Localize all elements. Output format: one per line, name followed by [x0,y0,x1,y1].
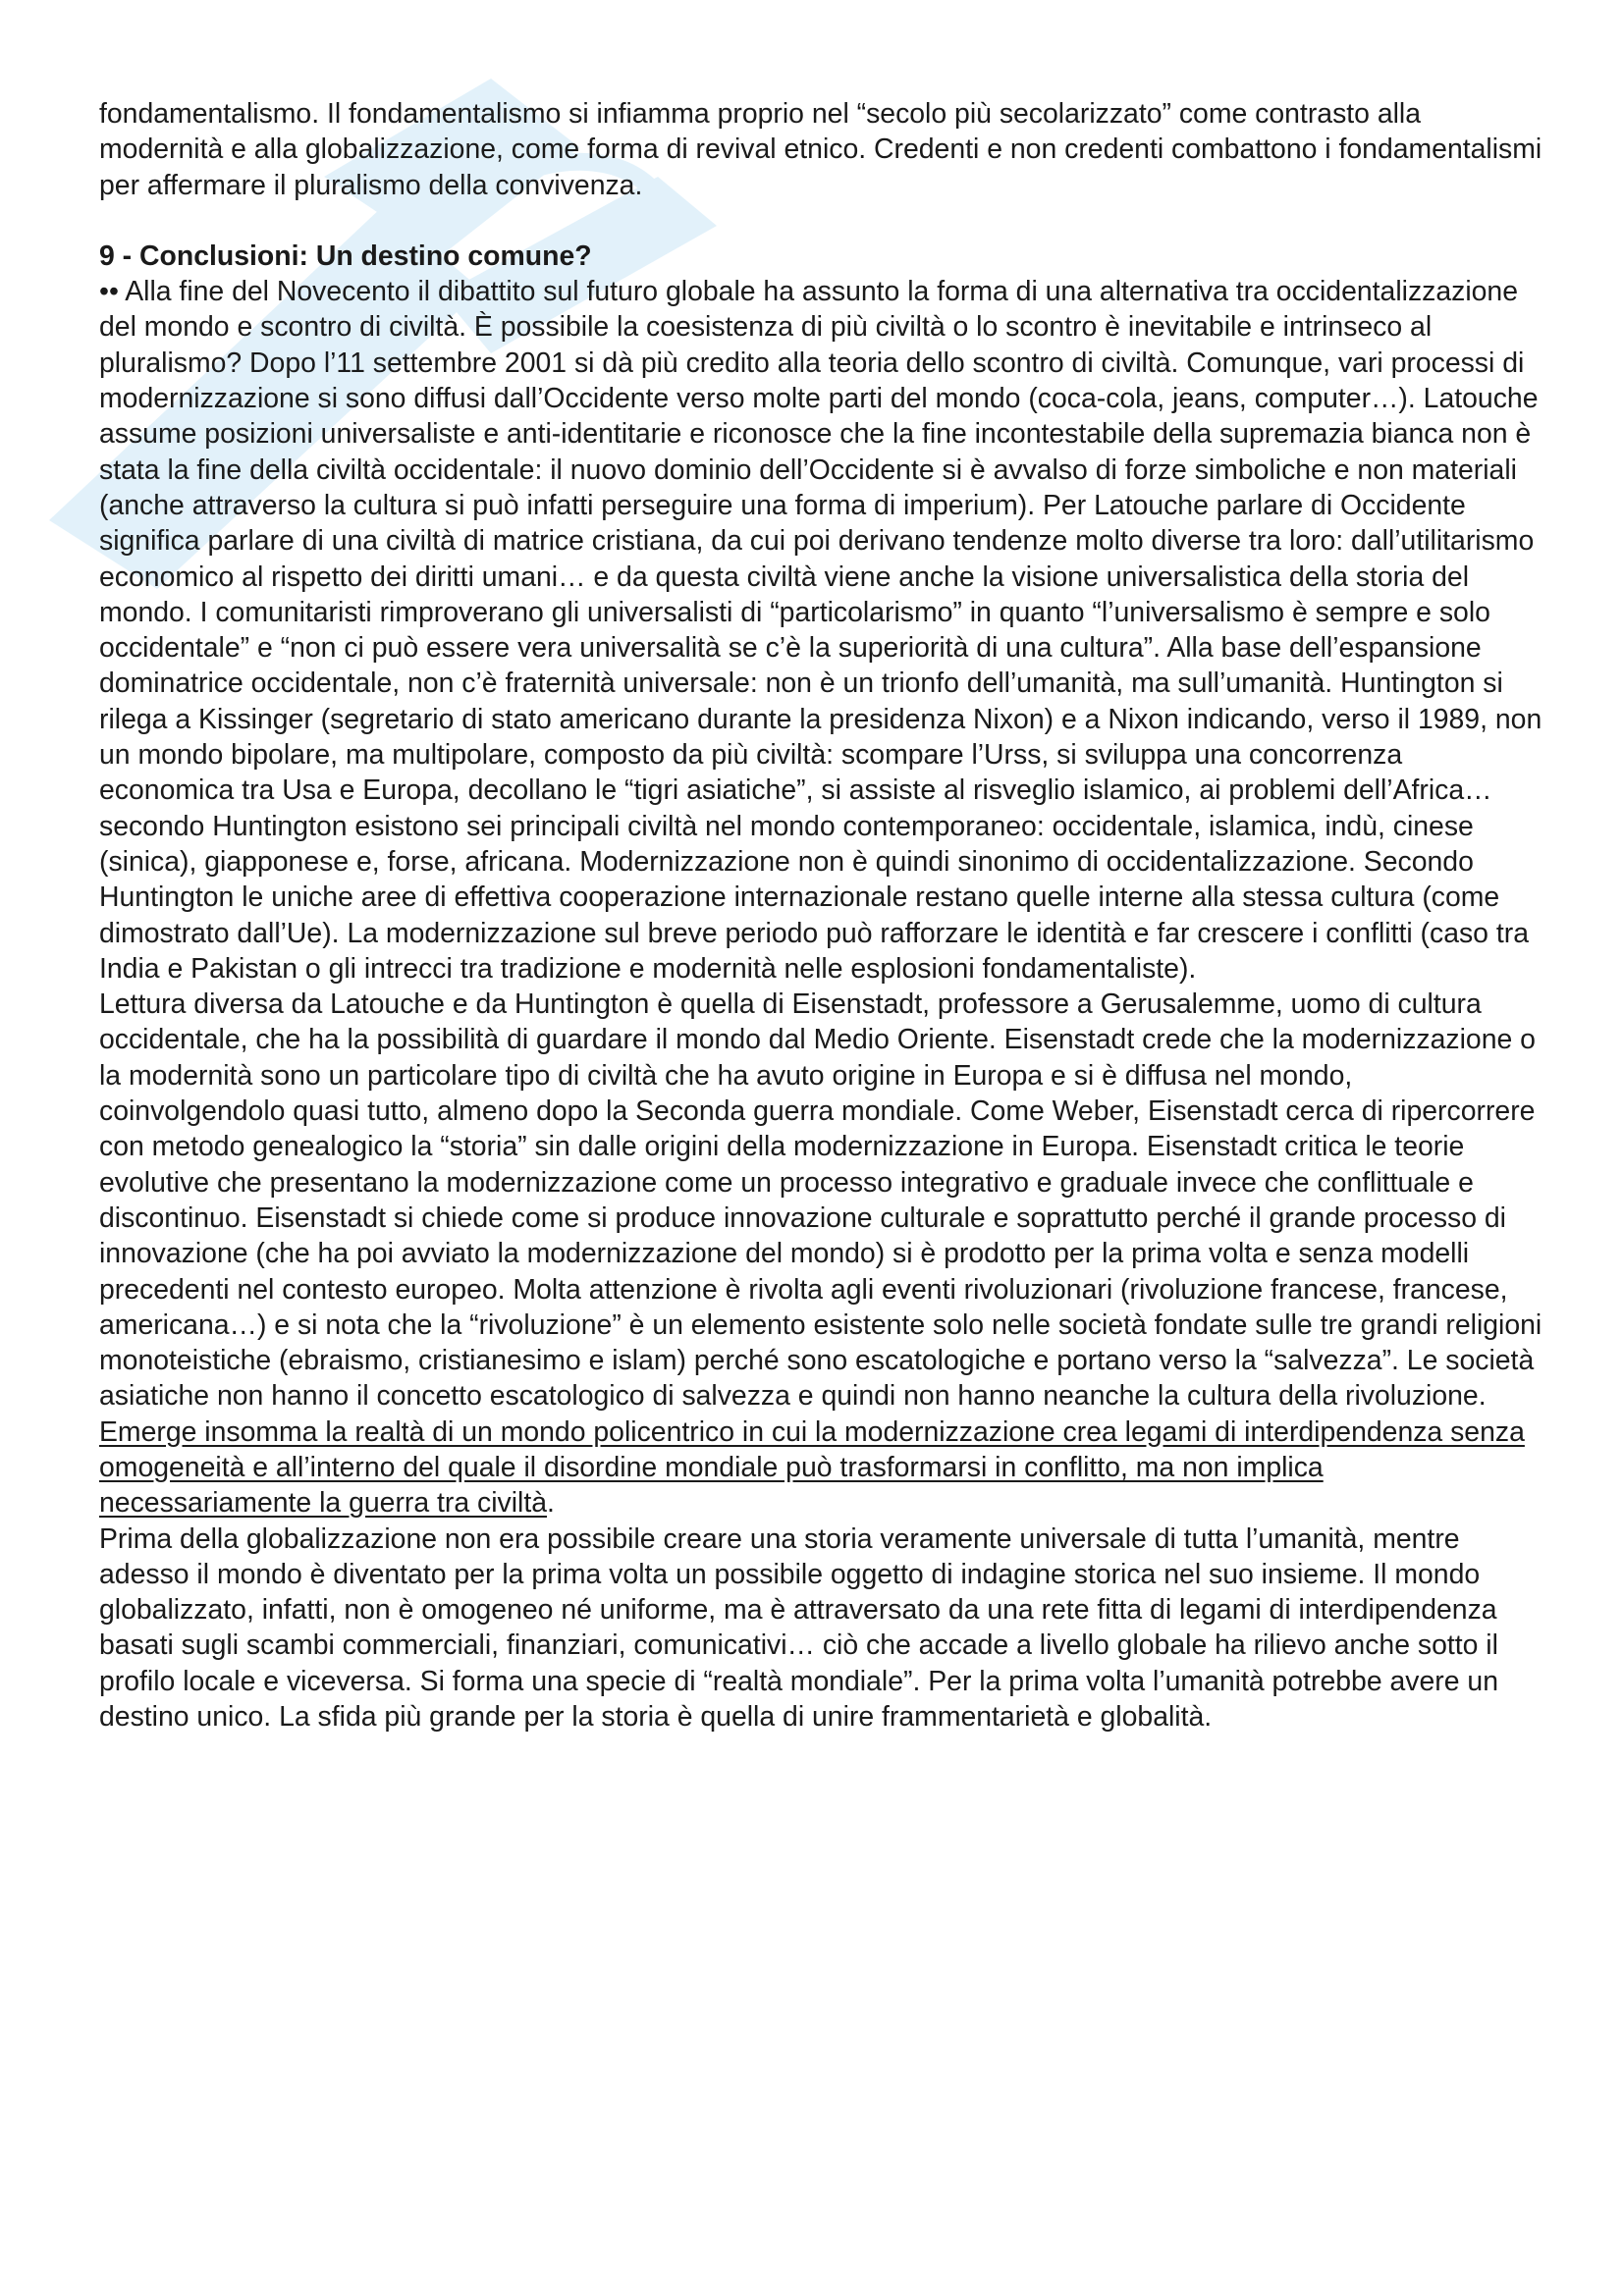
document-body [99,96,1542,1735]
body-paragraph-2: Lettura diversa da Latouche e da Huntington è quella di Eisenstadt, professore a Gerusalemme, uomo di cultura occidentale, che ha la possibilità di guardare il mondo dal Medio Oriente. Eisenstadt crede che la modernizzazione o la modernità sono un particolare tipo di civiltà che ha avuto origine in Europa e si è diffusa nel mondo, coinvolgendolo quasi tutto, almeno dopo la Seconda guerra mondiale. Come Weber, Eisenstadt cerca di ripercorrere con metodo genealogico la “storia” sin dalle origini della modernizzazione in Europa. Eisenstadt critica le teorie evolutive che presentano la modernizzazione come un processo integrativo e graduale invece che conflittuale e discontinuo. Eisenstadt si chiede come si produce innovazione culturale e soprattutto perché il grande processo di innovazione (che ha poi avviato la modernizzazione del mondo) si è prodotto per la prima volta e senza modelli precedenti nel contesto europeo. Molta attenzione è rivolta agli eventi rivoluzionari (rivoluzione francese, francese, americana…) e si nota che la “rivoluzione” è un elemento esistente solo nelle società fondate sulle tre grandi religioni monoteistiche (ebraismo, cristianesimo e islam) perché sono escatologiche e portano verso la “salvezza”. Le società asiatiche non hanno il concetto escatologico di salvezza e quindi non hanno neanche la cultura della rivoluzione. [99,988,1542,1413]
body-paragraph-3: Prima della globalizzazione non era possibile creare una storia veramente universale di tutta l’umanità, mentre adesso il mondo è diventato per la prima volta un possibile oggetto di indagine storica nel suo insieme. Il mondo globalizzato, infatti, non è omogeneo né uniforme, ma è attraversato da una rete fitta di legami di interdipendenza basati sugli scambi commerciali, finanziari, comunicativi… ciò che accade a livello globale ha rilievo anche sotto il profilo locale e viceversa. Si forma una specie di “realtà mondiale”. Per la prima volta l’umanità potrebbe avere un destino unico. La sfida più grande per la storia è quella di unire frammentarietà e globalità. [99,1522,1498,1734]
body-paragraph-1: •• Alla fine del Novecento il dibattito sul futuro globale ha assunto la forma di una alternativa tra occidentalizzazione del mondo e scontro di civiltà. È possibile la coesistenza di più civiltà o lo scontro è inevitabile e intrinseco al pluralismo? Dopo l’11 settembre 2001 si dà più credito alla teoria dello scontro di civiltà. Comunque, vari processi di modernizzazione si sono diffusi dall’Occidente verso molte parti del mondo (coca-cola, jeans, computer…). Latouche assume posizioni universaliste e anti-identitarie e riconosce che la fine incontestabile della supremazia bianca non è stata la fine della civiltà occidentale: il nuovo dominio dell’Occidente si è avvalso di forze simboliche e non materiali (anche attraverso la cultura si può infatti perseguire una forma di imperium). Per Latouche parlare di Occidente significa parlare di una civiltà di matrice cristiana, da cui poi derivano tendenze molto diverse tra loro: dall’utilitarismo economico al rispetto dei diritti umani… e da questa civiltà viene anche la visione universalistica della storia del mondo. I comunitaristi rimproverano gli universalisti di “particolarismo” in quanto “l’universalismo è sempre e solo occidentale” e “non ci può essere vera universalità se c’è la superiorità di una cultura”. Alla base dell’espansione dominatrice occidentale, non c’è fraternità universale: non è un trionfo dell’umanità, ma sull’umanità. Huntington si rilega a Kissinger (segretario di stato americano durante la presidenza Nixon) e a Nixon indicando, verso il 1989, non un mondo bipolare, ma multipolare, composto da più civiltà: scompare l’Urss, si sviluppa una concorrenza economica tra Usa e Europa, decollano le “tigri asiatiche”, si assiste al risveglio islamico, ai problemi dell’Africa… secondo Huntington esistono sei principali civiltà nel mondo contemporaneo: occidentale, islamica, indù, cinese (sinica), giapponese e, forse, africana. Modernizzazione non è quindi sinonimo di occidentalizzazione. Secondo Huntington le uniche aree di effettiva cooperazione internazionale restano quelle interne alla stessa cultura (come dimostrato dall’Ue). La modernizzazione sul breve periodo può rafforzare le identità e far crescere i conflitti (caso tra India e Pakistan o gli intrecci tra tradizione e modernità nelle esplosioni fondamentaliste). [99,276,1542,985]
intro-paragraph: fondamentalismo. Il fondamentalismo si infiamma proprio nel “secolo più secolarizzato” come contrasto alla modernità e alla globalizzazione, come forma di revival etnico. Credenti e non credenti combattono i fondamentalismi per affermare il pluralismo della convivenza. [99,98,1542,201]
underlined-sentence: Emerge insomma la realtà di un mondo policentrico in cui la modernizzazione crea legami di interdipendenza senza omogeneità e all’interno del quale il disordine mondiale può trasformarsi in conflitto, ma non implica necessariamente la guerra tra civiltà [99,1415,1525,1520]
underlined-sentence-period: . [547,1487,555,1520]
paragraph-gap [99,203,1542,239]
emphasis-paragraph [99,1415,1542,1522]
section-heading: 9 - Conclusioni: Un destino comune? [99,240,592,272]
